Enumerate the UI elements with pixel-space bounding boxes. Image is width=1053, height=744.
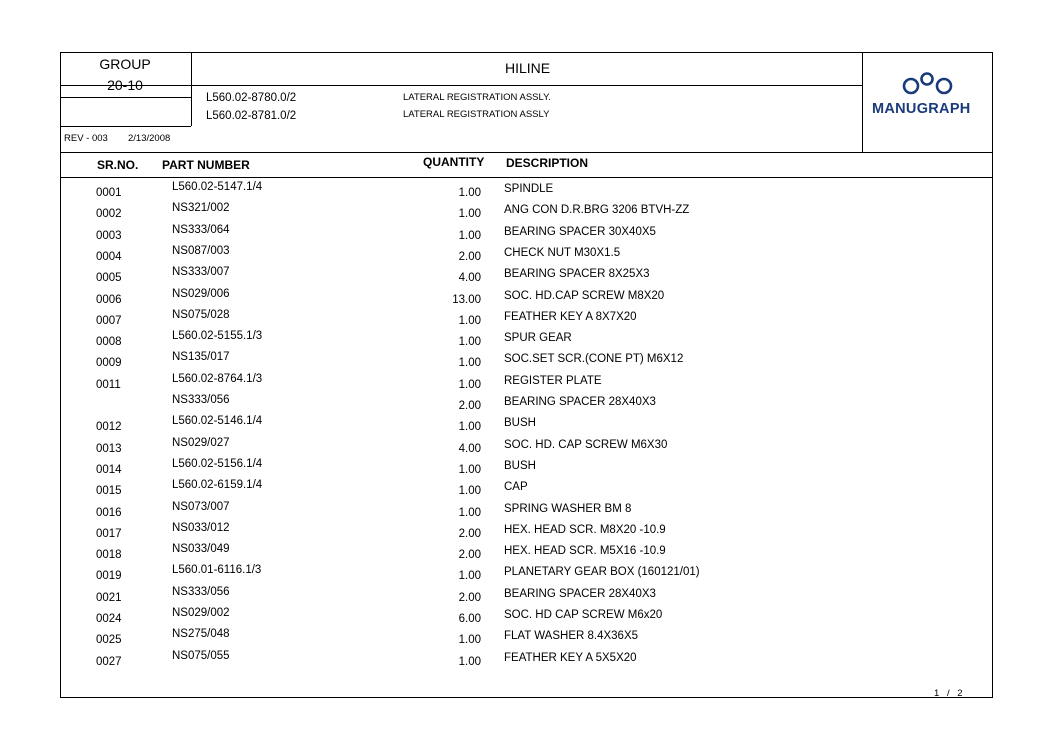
part-number-cell: NS029/027 (172, 436, 230, 449)
description-cell: BEARING SPACER 30X40X5 (504, 225, 656, 238)
description-cell: SOC. HD CAP SCREW M6x20 (504, 609, 663, 621)
description-cell: PLANETARY GEAR BOX (160121/01) (504, 566, 700, 579)
part-number-cell: NS333/056 (172, 394, 230, 406)
table-row (60, 288, 993, 309)
table-row (60, 479, 993, 500)
part-number-cell: NS033/049 (172, 543, 230, 556)
sr-no-cell: 0005 (96, 272, 122, 285)
description-cell: BUSH (504, 417, 536, 430)
sr-no-cell: 0008 (96, 336, 122, 349)
part-number-cell: NS075/028 (172, 308, 230, 321)
quantity-cell: 2.00 (458, 549, 481, 562)
part-number-cell: NS333/056 (172, 585, 230, 598)
quantity-cell: 1.00 (458, 378, 481, 391)
manugraph-rings-logo-icon (900, 70, 960, 96)
quantity-cell: 1.00 (458, 336, 481, 349)
quantity-cell: 1.00 (458, 229, 481, 242)
group-box-rule-2 (60, 126, 191, 127)
description-cell: BEARING SPACER 28X40X3 (504, 396, 656, 408)
description-cell: REGISTER PLATE (504, 374, 602, 387)
table-row (60, 607, 993, 628)
part-number-cell: NS333/007 (172, 266, 230, 279)
part-number-cell: NS029/006 (172, 287, 230, 300)
quantity-cell: 2.00 (458, 250, 481, 263)
sr-no-cell: 0025 (96, 634, 122, 647)
description-cell: SPRING WASHER BM 8 (504, 502, 632, 515)
group-divider (191, 52, 192, 126)
description-cell: SOC. HD.CAP SCREW M8X20 (504, 289, 665, 302)
table-row (60, 586, 993, 607)
quantity-cell: 1.00 (458, 463, 481, 476)
table-row (60, 501, 993, 522)
table-row (60, 394, 993, 415)
table-row (60, 245, 993, 266)
sr-no-cell: 0012 (96, 421, 122, 434)
table-row (60, 330, 993, 351)
quantity-cell: 1.00 (458, 485, 481, 498)
sr-no-cell: 0011 (96, 378, 121, 391)
sr-no-cell: 0003 (96, 229, 122, 242)
part-number-cell: NS333/064 (172, 223, 230, 236)
sr-no-cell: 0019 (96, 570, 122, 583)
sr-no-cell: 0017 (96, 527, 122, 540)
quantity-cell: 1.00 (458, 357, 481, 370)
quantity-cell: 1.00 (458, 634, 481, 647)
table-row (60, 202, 993, 223)
description-cell: CAP (504, 481, 528, 494)
column-header-sr-no: SR.NO. (97, 158, 139, 172)
quantity-cell: 4.00 (458, 272, 481, 285)
table-row (60, 522, 993, 543)
table-row (60, 373, 993, 394)
part-number-cell: L560.02-6159.1/4 (172, 479, 263, 492)
page-indicator (934, 688, 963, 699)
sr-no-cell: 0004 (96, 250, 122, 263)
column-header-description: DESCRIPTION (506, 156, 589, 170)
quantity-cell: 1.00 (458, 421, 481, 434)
description-cell: BEARING SPACER 8X25X3 (504, 268, 650, 281)
description-cell: FEATHER KEY A 5X5X20 (504, 651, 637, 664)
table-row (60, 650, 993, 671)
table-row (60, 351, 993, 372)
brand-name: MANUGRAPH (872, 101, 971, 117)
group-box-rule (60, 97, 191, 98)
description-cell: HEX. HEAD SCR. M5X16 -10.9 (504, 545, 666, 558)
description-cell: SPUR GEAR (504, 332, 572, 345)
description-cell: FEATHER KEY A 8X7X20 (504, 310, 637, 323)
page-total: 2 (957, 688, 963, 699)
column-header-rule (60, 177, 993, 178)
description-cell: SOC. HD. CAP SCREW M6X30 (504, 438, 668, 451)
quantity-cell: 4.00 (458, 442, 481, 455)
table-row (60, 224, 993, 245)
part-number-cell: NS075/055 (172, 649, 230, 662)
column-header-part-number: PART NUMBER (162, 158, 250, 172)
table-row (60, 628, 993, 649)
quantity-cell: 2.00 (458, 400, 481, 412)
part-number-cell: L560.02-5146.1/4 (172, 415, 263, 428)
table-row (60, 415, 993, 436)
sr-no-cell: 0015 (96, 485, 122, 498)
description-cell: FLAT WASHER 8.4X36X5 (504, 630, 639, 643)
manugraph-logo (900, 70, 960, 101)
part-number-cell: L560.02-8764.1/3 (172, 372, 263, 385)
column-header-quantity: QUANTITY (423, 155, 485, 169)
table-row (60, 564, 993, 585)
sr-no-cell: 0013 (96, 442, 122, 455)
part-number-cell: NS073/007 (172, 500, 230, 513)
description-cell: CHECK NUT M30X1.5 (504, 246, 621, 259)
description-cell: SOC.SET SCR.(CONE PT) M6X12 (504, 353, 684, 366)
assembly-description-1: LATERAL REGISTRATION ASSLY. (403, 92, 551, 103)
assembly-description-2: LATERAL REGISTRATION ASSLY (403, 109, 550, 120)
part-number-cell: NS033/012 (172, 521, 230, 534)
sr-no-cell: 0009 (96, 357, 122, 370)
assembly-number-2: L560.02-8781.0/2 (206, 110, 297, 122)
quantity-cell: 1.00 (458, 506, 481, 519)
description-cell: ANG CON D.R.BRG 3206 BTVH-ZZ (504, 204, 690, 217)
description-cell: BEARING SPACER 28X40X3 (504, 587, 656, 600)
quantity-cell: 2.00 (458, 527, 481, 540)
quantity-cell: 6.00 (458, 613, 481, 625)
quantity-cell: 1.00 (458, 187, 481, 199)
sr-no-cell: 0021 (96, 591, 122, 604)
part-number-cell: NS135/017 (172, 351, 230, 364)
page-current: 1 (934, 688, 940, 699)
sr-no-cell: 0006 (96, 293, 122, 306)
part-number-cell: NS087/003 (172, 244, 230, 257)
quantity-cell: 1.00 (458, 208, 481, 221)
description-cell: SPINDLE (504, 183, 554, 195)
description-cell: BUSH (504, 459, 536, 472)
header-rule-2 (60, 152, 993, 153)
table-row (60, 266, 993, 287)
part-number-cell: L560.02-5156.1/4 (172, 457, 263, 470)
page-separator: / (946, 688, 950, 699)
sr-no-cell: 0014 (96, 463, 122, 476)
sr-no-cell: 0001 (96, 187, 122, 199)
table-row (60, 309, 993, 330)
description-cell: HEX. HEAD SCR. M8X20 -10.9 (504, 523, 666, 536)
quantity-cell: 1.00 (458, 570, 481, 583)
part-number-cell: NS321/002 (172, 202, 230, 215)
part-number-cell: L560.02-5155.1/3 (172, 330, 263, 343)
part-number-cell: NS029/002 (172, 607, 230, 619)
machine-name: HILINE (505, 60, 551, 76)
table-row (60, 458, 993, 479)
logo-divider (862, 52, 863, 152)
table-row (60, 437, 993, 458)
revision-date: 2/13/2008 (128, 133, 171, 144)
group-number: 20-10 (107, 77, 143, 93)
sr-no-cell: 0016 (96, 506, 122, 519)
sr-no-cell: 0027 (96, 655, 122, 668)
revision-label: REV - 003 (64, 133, 108, 144)
group-label: GROUP (99, 56, 151, 72)
part-number-cell: L560.02-5147.1/4 (172, 181, 263, 193)
quantity-cell: 1.00 (458, 314, 481, 327)
assembly-number-1: L560.02-8780.0/2 (206, 92, 297, 104)
quantity-cell: 13.00 (452, 293, 481, 306)
table-row (60, 181, 993, 202)
part-number-cell: L560.01-6116.1/3 (172, 564, 262, 577)
table-row (60, 543, 993, 564)
sr-no-cell: 0007 (96, 314, 122, 327)
quantity-cell: 1.00 (458, 655, 481, 668)
sr-no-cell: 0018 (96, 549, 122, 562)
sr-no-cell: 0024 (96, 613, 122, 625)
part-number-cell: NS275/048 (172, 628, 230, 641)
quantity-cell: 2.00 (458, 591, 481, 604)
sr-no-cell: 0002 (96, 208, 122, 221)
